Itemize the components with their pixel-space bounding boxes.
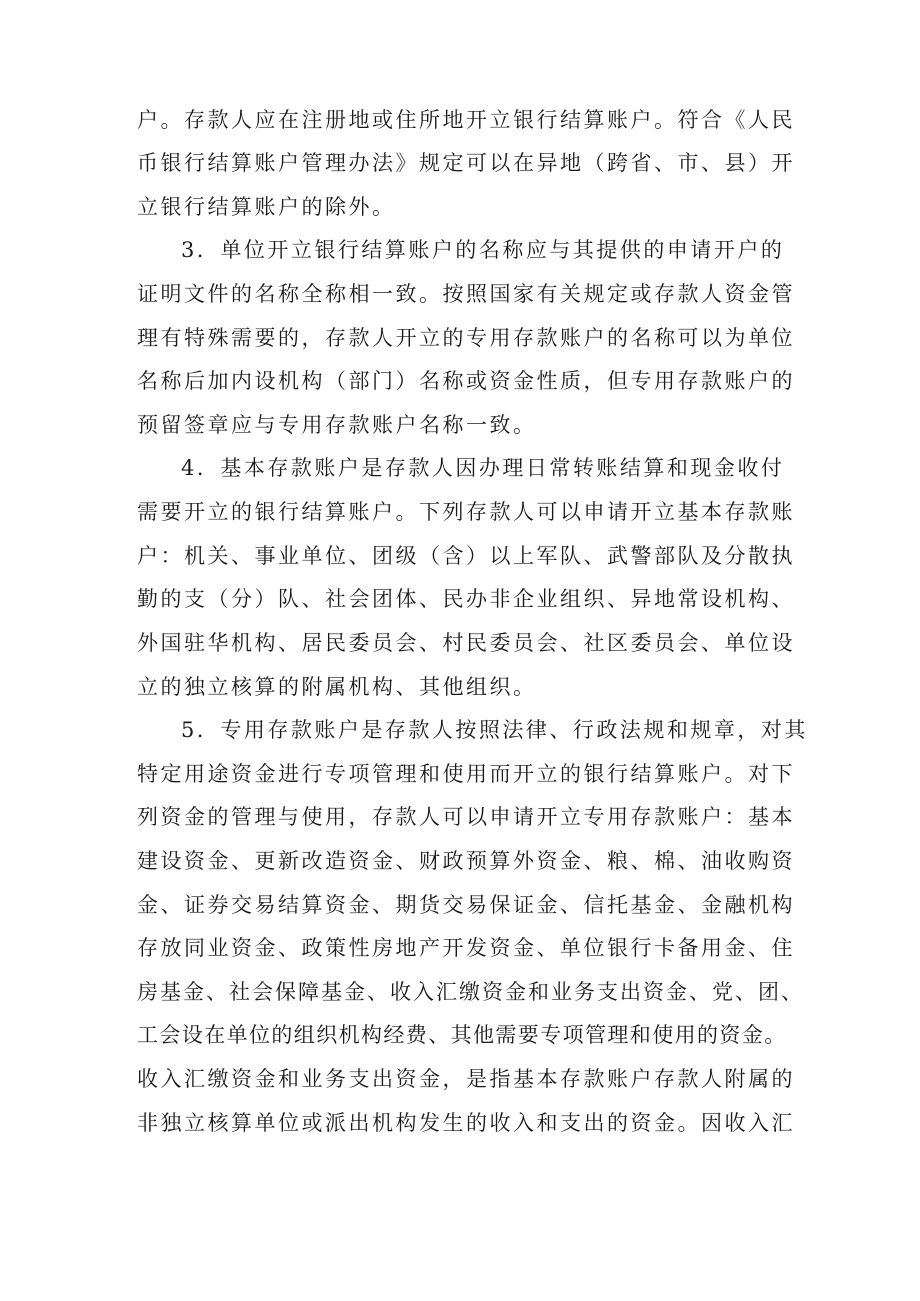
text-line: 立银行结算账户的除外。	[137, 195, 396, 219]
text-line: 金、证券交易结算资金、期货交易保证金、信托基金、金融机构	[137, 893, 795, 917]
text-line: 建设资金、更新改造资金、财政预算外资金、粮、棉、油收购资	[137, 849, 795, 873]
text-line: 户：机关、事业单位、团级（含）以上军队、武警部队及分散执	[137, 544, 795, 568]
text-line: 收入汇缴资金和业务支出资金，是指基本存款账户存款人附属的	[137, 1067, 795, 1091]
text-line: 需要开立的银行结算账户。下列存款人可以申请开立基本存款账	[137, 500, 795, 524]
text-line: 特定用途资金进行专项管理和使用而开立的银行结算账户。对下	[137, 762, 795, 786]
text-line: 立的独立核算的附属机构、其他组织。	[137, 675, 537, 699]
text-line: 币银行结算账户管理办法》规定可以在异地（跨省、市、县）开	[137, 151, 795, 175]
paragraph-3-first-line: 3．单位开立银行结算账户的名称应与其提供的申请开户的	[181, 238, 785, 262]
text-line: 户。存款人应在注册地或住所地开立银行结算账户。符合《人民	[137, 108, 795, 132]
text-line: 房基金、社会保障基金、收入汇缴资金和业务支出资金、党、团、	[137, 980, 804, 1004]
text-line: 勤的支（分）队、社会团体、民办非企业组织、异地常设机构、	[137, 587, 795, 611]
text-line: 非独立核算单位或派出机构发生的收入和支出的资金。因收入汇	[137, 1111, 795, 1135]
text-line: 工会设在单位的组织机构经费、其他需要专项管理和使用的资金。	[137, 1023, 787, 1047]
paragraph-5-first-line: 5．专用存款账户是存款人按照法律、行政法规和规章，对其	[181, 718, 808, 742]
text-line: 外国驻华机构、居民委员会、村民委员会、社区委员会、单位设	[137, 631, 795, 655]
paragraph-4-first-line: 4．基本存款账户是存款人因办理日常转账结算和现金收付	[181, 456, 785, 480]
text-line: 预留签章应与专用存款账户名称一致。	[137, 413, 537, 437]
text-line: 名称后加内设机构（部门）名称或资金性质，但专用存款账户的	[137, 369, 795, 393]
text-line: 理有特殊需要的，存款人开立的专用存款账户的名称可以为单位	[137, 326, 795, 350]
text-line: 证明文件的名称全称相一致。按照国家有关规定或存款人资金管	[137, 282, 795, 306]
text-line: 存放同业资金、政策性房地产开发资金、单位银行卡备用金、住	[137, 936, 795, 960]
text-line: 列资金的管理与使用，存款人可以申请开立专用存款账户：基本	[137, 805, 795, 829]
